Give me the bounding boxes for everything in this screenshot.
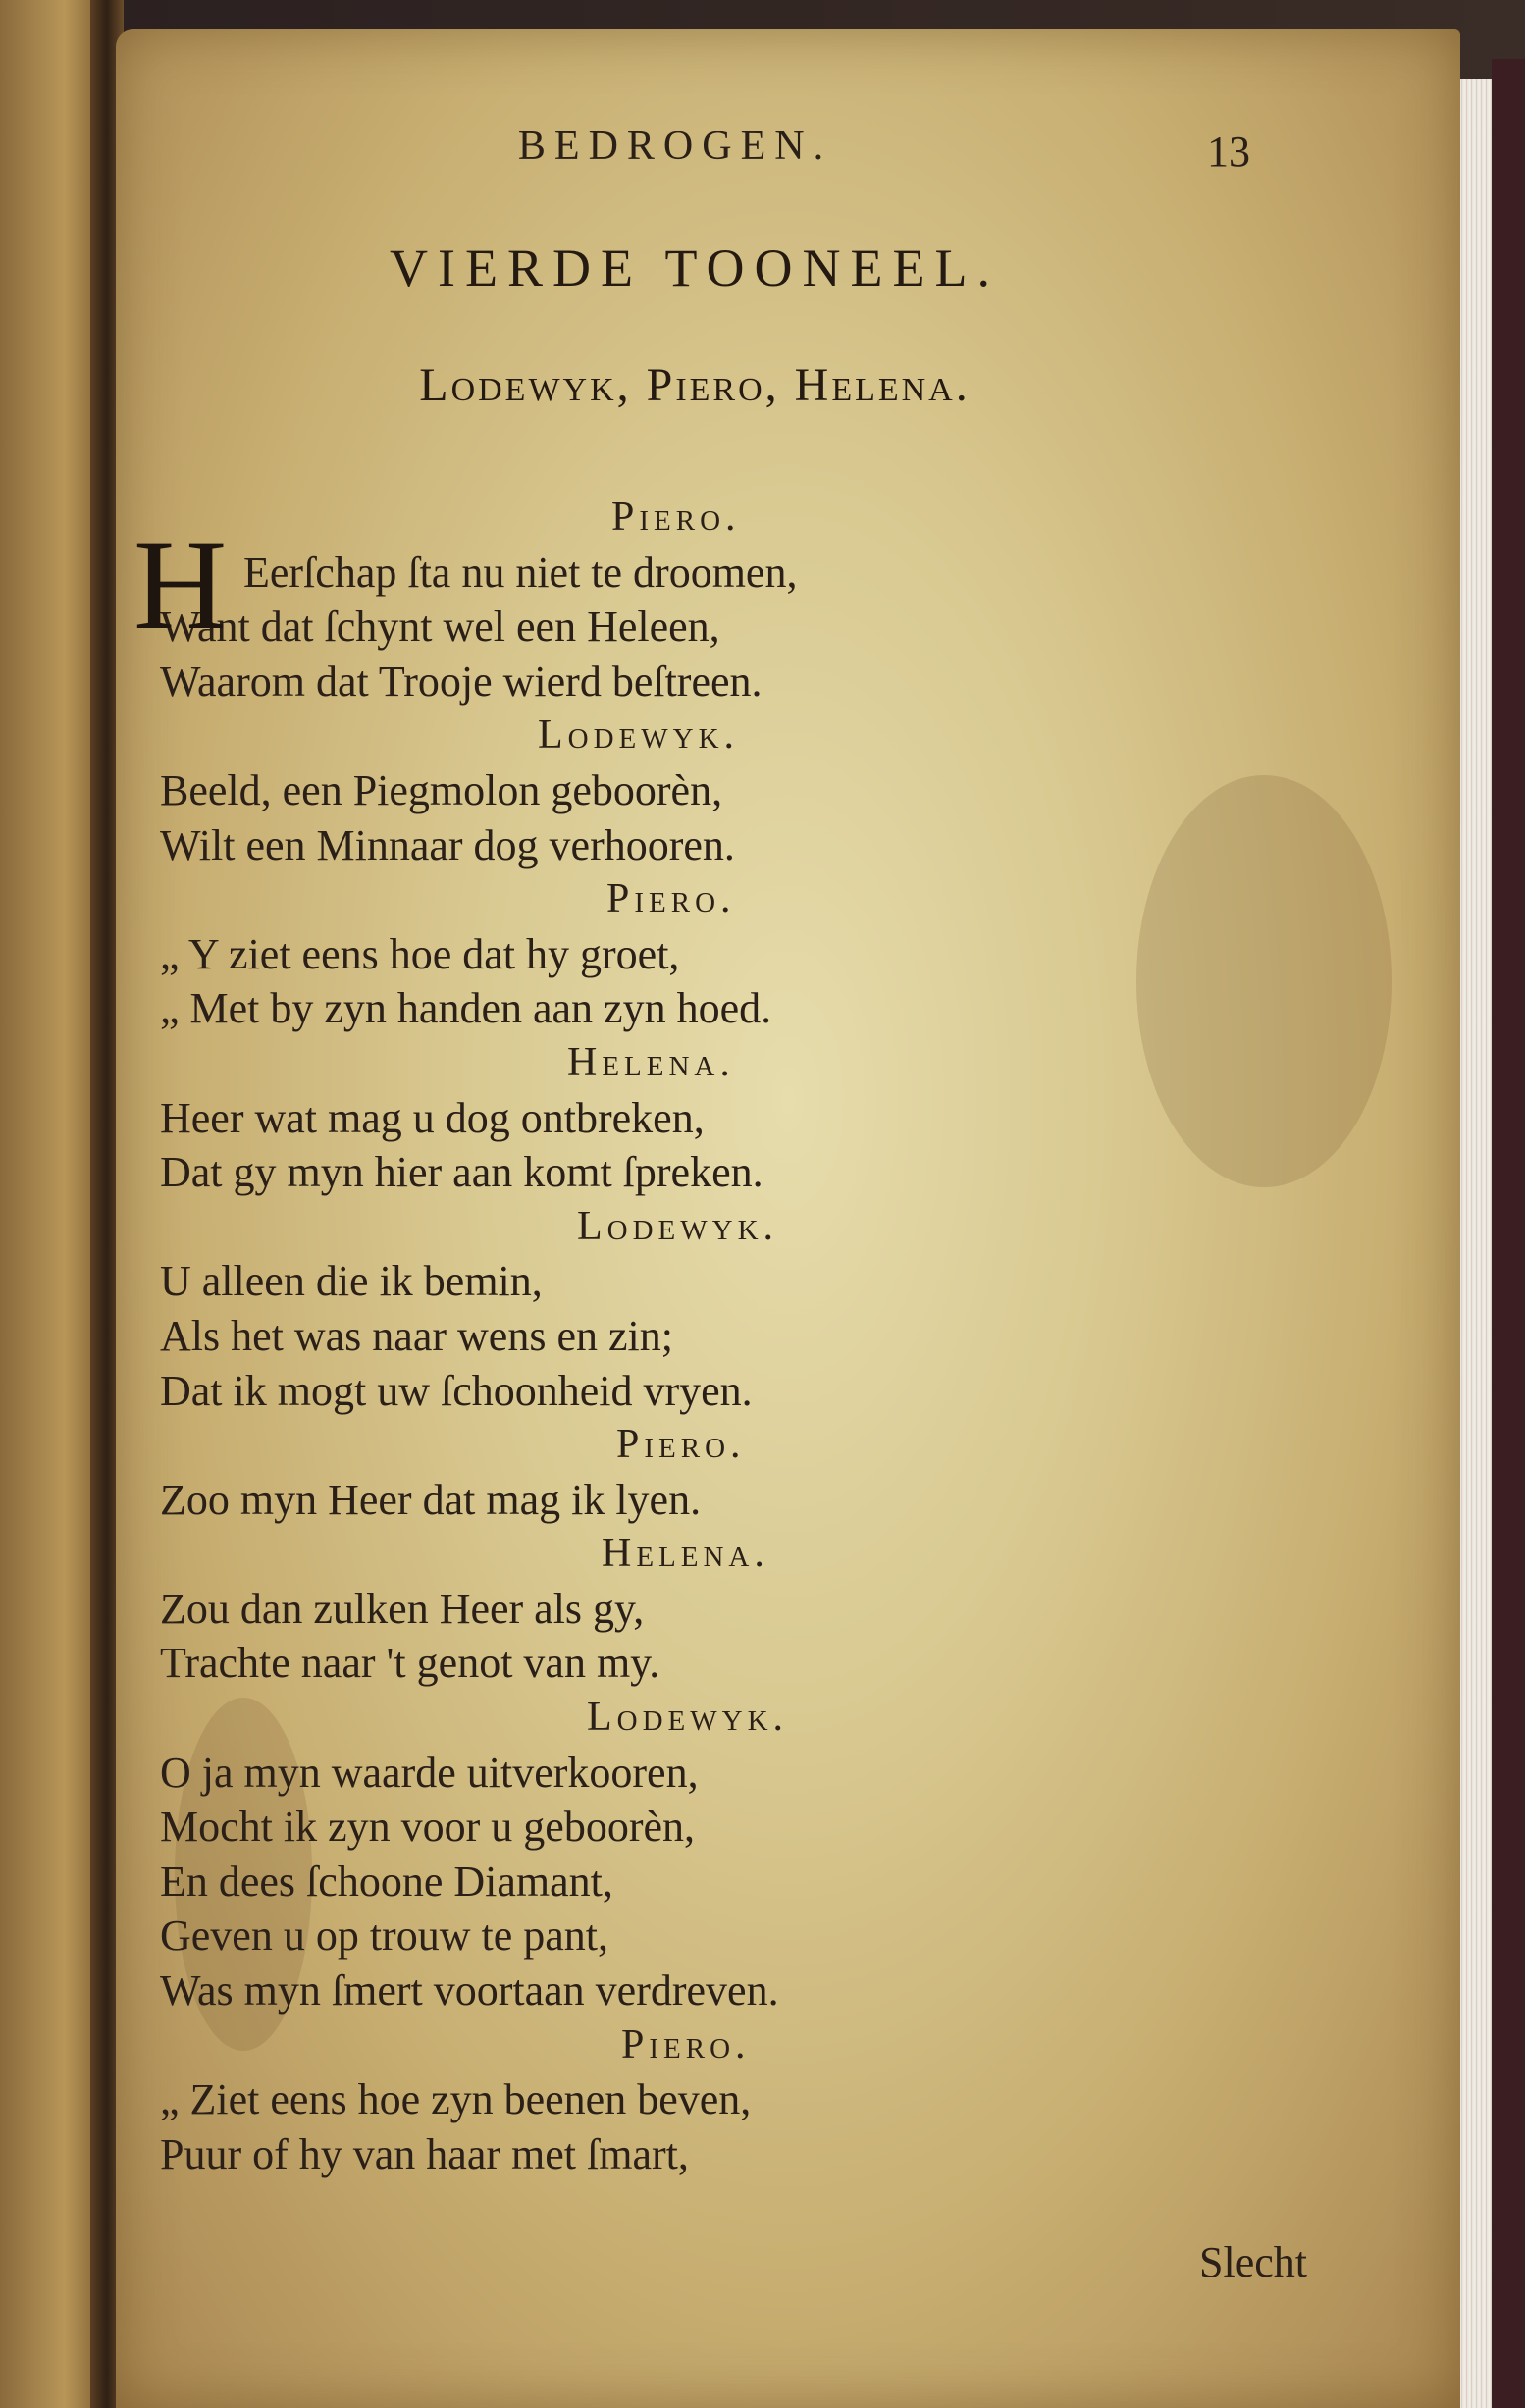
speaker-name: Piero. [606,876,736,922]
verse-line: En dees ſchoone Diamant, [160,1857,613,1906]
verse-line: „ Ziet eens hoe zyn beenen beven, [160,2075,752,2124]
speaker-name: Piero. [616,1422,746,1468]
book-binding [1492,59,1525,2408]
verse-line: Mocht ik zyn voor u geboorèn, [160,1803,695,1852]
verse-line: O ja myn waarde uitverkooren, [160,1748,699,1797]
verse-line: Zou dan zulken Heer als gy, [160,1584,645,1633]
verse-body [116,491,1460,2181]
speaker-name: Lodewyk. [577,1203,779,1249]
speaker-name: Helena. [567,1039,735,1085]
verse-line: U alleen die ik bemin, [160,1257,543,1306]
verse-line: Beeld, een Piegmolon geboorèn, [160,765,723,814]
speaker-name: Lodewyk. [538,712,740,759]
speaker-name: Piero. [611,495,741,540]
page-number: 13 [1207,128,1250,176]
verse-line: Want dat ſchynt wel een Heleen, [160,602,720,652]
verse-line: Zoo myn Heer dat mag ik lyen. [160,1475,702,1524]
verse-line: Was myn ſmert voortaan verdreven. [160,1966,779,2015]
verse-line: Waarom dat Trooje wierd beſtreen. [160,656,762,706]
speaker-name: Helena. [602,1531,769,1577]
running-title: BEDROGEN. [517,124,833,169]
catchword: Slecht [1199,2238,1307,2286]
verse-line: Als het was naar wens en zin; [160,1311,673,1360]
verse-line: Heer wat mag u dog ontbreken, [160,1093,705,1142]
scene-title: VIERDE TOONEEL. [390,238,1000,297]
speaker-name: Piero. [621,2021,751,2068]
speaker-name: Lodewyk. [587,1695,789,1741]
verse-line: „ Y ziet eens hoe dat hy groet, [160,929,680,978]
verse-line: Dat ik mogt uw ſchoonheid vryen. [160,1366,753,1415]
book-page [116,29,1460,2408]
verse-line: Trachte naar 't genot van my. [160,1639,660,1688]
cast-list: Lodewyk, Piero, Helena. [419,359,971,411]
verse-line: Eerſchap ſta nu niet te droomen, [243,548,798,597]
drop-cap: H [133,512,228,656]
verse-line: Puur of hy van haar met ſmart, [160,2129,689,2178]
verse-line: Geven u op trouw te pant, [160,1911,608,1961]
verse-line: Dat gy myn hier aan komt ſpreken. [160,1148,763,1197]
verse-line: „ Met by zyn handen aan zyn hoed. [160,984,772,1033]
verse-line: Wilt een Minnaar dog verhooren. [160,820,735,869]
